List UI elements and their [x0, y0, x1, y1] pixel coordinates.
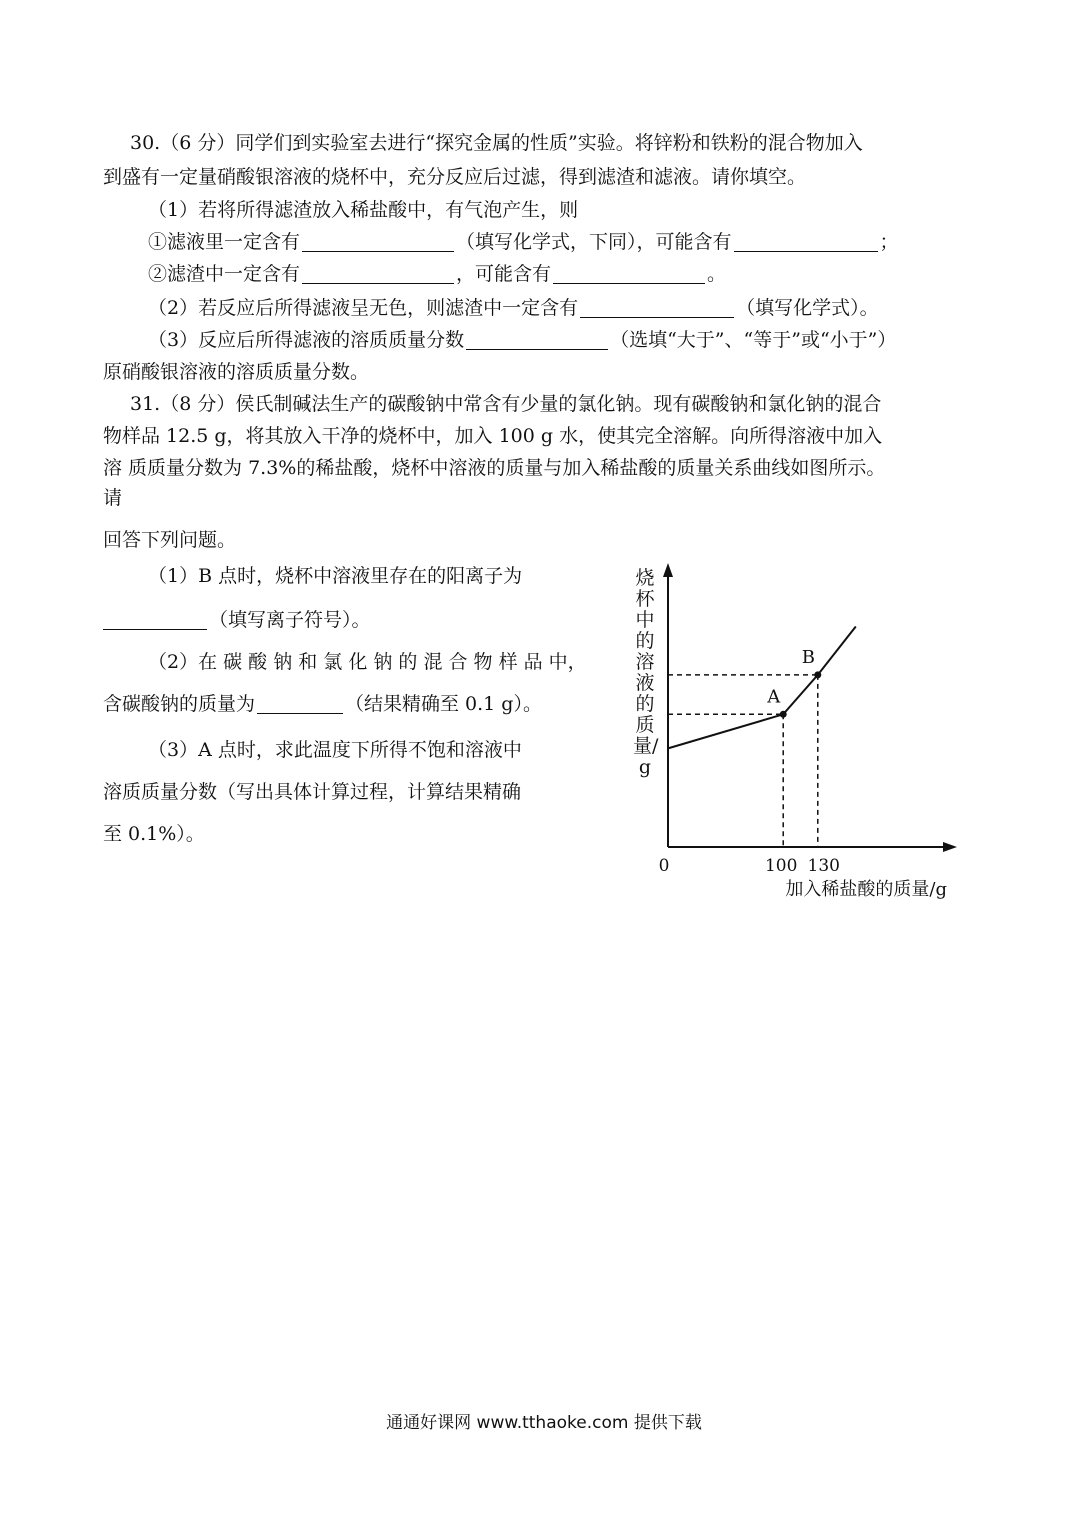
x-axis-arrow [943, 842, 957, 852]
y-axis-arrow [663, 563, 673, 577]
answer-blank[interactable] [734, 231, 878, 252]
q30-part1a [148, 228, 899, 256]
answer-blank[interactable] [257, 693, 343, 714]
q31-part2 [103, 690, 542, 718]
footer-download-note: 通通好课网 www.tthaoke.com 提供下载 [386, 1413, 702, 1433]
q31-part3-line3: 至 0.1%）。 [103, 823, 205, 845]
q30-line1: 30.（6 分）同学们到实验室去进行“探究金属的性质”实验。将锌粉和铁粉的混合物加入 [130, 132, 863, 154]
mass-curve-chart [620, 560, 960, 900]
q30-part3-end: （选填“大于”、“等于”或“小于”） [610, 329, 897, 351]
q31-line2: 物样品 12.5 g，将其放入干净的烧杯中，加入 100 g 水，使其完全溶解。向所得溶液中加入 [103, 425, 883, 447]
answer-blank[interactable] [302, 263, 454, 284]
q30-part3-pre: （3）反应后所得滤液的溶质质量分数 [148, 329, 465, 351]
q31-line3: 溶 质质量分数为 7.3%的稀盐酸，烧杯中溶液的质量与加入稀盐酸的质量关系曲线如图所示。 [103, 457, 886, 479]
answer-blank[interactable] [103, 609, 207, 630]
q31-part3-line2: 溶质质量分数（写出具体计算过程，计算结果精确 [103, 781, 522, 803]
mass-curve-line [668, 626, 856, 748]
q31-part2-line1: （2）在 碳 酸 钠 和 氯 化 钠 的 混 合 物 样 品 中， [148, 651, 587, 673]
x-tick-label: 130 [807, 856, 841, 876]
q31-part1-cont [103, 606, 371, 634]
q30-part1b-mid: ，可能含有 [456, 263, 552, 285]
x-tick-label: 100 [764, 856, 798, 876]
q30-part1b-pre: ②滤渣中一定含有 [148, 263, 301, 285]
answer-blank[interactable] [302, 231, 454, 252]
q31-line1: 31.（8 分）侯氏制碱法生产的碳酸钠中常含有少量的氯化钠。现有碳酸钠和氯化钠的混合 [130, 393, 882, 415]
q31-part1-end: （填写离子符号）。 [209, 609, 371, 631]
answer-blank[interactable] [553, 263, 705, 284]
q30-part1b [148, 260, 726, 288]
q31-line4: 请 [103, 487, 123, 509]
q30-part1a-mid: （填写化学式，下同），可能含有 [456, 231, 732, 253]
q31-part2-pre: 含碳酸钠的质量为 [103, 693, 256, 715]
q30-part1a-end: ； [879, 231, 899, 253]
point-label-b: B [801, 646, 816, 668]
point-b [814, 671, 821, 678]
q30-part2-pre: （2）若反应后所得滤液呈无色，则滤渣中一定含有 [148, 297, 579, 319]
answer-blank[interactable] [466, 329, 608, 350]
q30-part2-end: （填写化学式）。 [736, 297, 879, 319]
q30-part1a-pre: ①滤液里一定含有 [148, 231, 301, 253]
q30-part2 [148, 294, 879, 322]
q30-part3 [148, 326, 896, 354]
q31-part1: （1）B 点时，烧杯中溶液里存在的阳离子为 [148, 565, 523, 587]
q31-part3-line1: （3）A 点时，求此温度下所得不饱和溶液中 [148, 739, 522, 761]
x-axis-label: 加入稀盐酸的质量/g [785, 879, 947, 900]
chart-y-axis-label: 烧杯中的溶液的质量/g [633, 567, 659, 778]
q31-line5: 回答下列问题。 [103, 529, 237, 551]
origin-label: 0 [658, 856, 670, 876]
q30-part3-line2: 原硝酸银溶液的溶质质量分数。 [103, 361, 370, 383]
point-label-a: A [767, 686, 781, 708]
point-a [780, 711, 787, 718]
q31-part2-end: （结果精确至 0.1 g）。 [345, 693, 542, 715]
q30-part1: （1）若将所得滤渣放入稀盐酸中，有气泡产生，则 [148, 199, 579, 221]
q30-part1b-end: 。 [707, 263, 727, 285]
q30-line2: 到盛有一定量硝酸银溶液的烧杯中，充分反应后过滤，得到滤渣和滤液。请你填空。 [103, 166, 807, 188]
answer-blank[interactable] [580, 297, 734, 318]
